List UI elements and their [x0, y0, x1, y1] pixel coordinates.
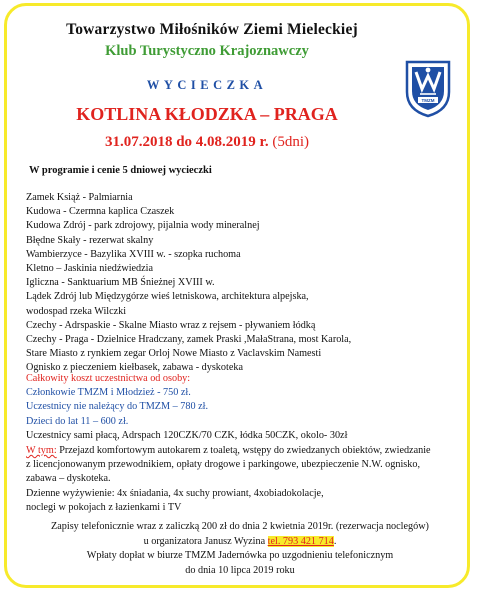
- cost-non-members: Uczestnicy nie należący do TMZM – 780 zł.: [26, 401, 208, 413]
- trip-duration: (5dni): [268, 134, 310, 150]
- list-item: Igliczna - Sanktuarium MB Śnieżnej XVIII w.: [26, 277, 215, 289]
- trip-dates-range: 31.07.2018 do 4.08.2019 r.: [104, 134, 269, 150]
- includes-section: [26, 444, 431, 515]
- footer-line: Wpłaty dopłat w biurze TMZM Jadernówka po uzgodnieniu telefonicznym: [86, 550, 394, 562]
- footer-line: Zapisy telefonicznie wraz z zaliczką 200 zł do dnia 2 kwietnia 2019r. (rezerwacja noclegów): [51, 521, 429, 532]
- org-title: Towarzystwo Miłośników Ziemi Mieleckiej: [66, 21, 358, 38]
- cost-own-payment: Uczestnicy sami płacą, Adrspach 120CZK/70 CZK, łódka 50CZK, okolo- 30zł: [26, 429, 348, 441]
- cost-section: [26, 372, 347, 443]
- list-item: Czechy - Praga - Dzielnice Hradczany, zamek Praski ,MałaStrana, most Karola,: [26, 333, 352, 345]
- trip-label: WYCIECZKA: [146, 78, 268, 92]
- cost-heading: Całkowity koszt uczestnictwa od osoby:: [26, 373, 191, 384]
- list-item: Kudowa - Czermna kaplica Czaszek: [26, 206, 175, 218]
- includes-label: W tym:: [26, 445, 57, 456]
- destination-title: KOTLINA KŁODZKA – PRAGA: [76, 104, 338, 124]
- list-item: Czechy - Adrspaskie - Skalne Miasto wraz z rejsem - pływaniem łódką: [26, 319, 316, 331]
- list-item: Kletno – Jaskinia niedźwiedzia: [26, 262, 154, 274]
- trip-dates: [7, 134, 407, 151]
- tmzm-emblem-icon: [403, 58, 453, 118]
- list-item: Kudowa Zdrój - park zdrojowy, pijalnia wody mineralnej: [26, 220, 260, 232]
- club-title: Klub Turystyczno Krajoznawczy: [105, 43, 309, 59]
- includes-line: noclegi w pokojach z łazienkami i TV: [26, 501, 182, 513]
- list-item: Stare Miasto z rynkiem zegar Orloj Nowe Miasto z Vaclavskim Namesti: [26, 348, 322, 360]
- cost-members: Członkowie TMZM i Młodzież - 750 zł.: [26, 387, 191, 399]
- footer-line: do dnia 10 lipca 2019 roku: [185, 564, 295, 576]
- list-item: Błędne Skały - rezerwat skalny: [26, 234, 154, 246]
- phone-link[interactable]: tel. 793 421 714: [267, 535, 334, 547]
- footer-dot: .: [333, 535, 337, 547]
- cost-children: Dzieci do lat 11 – 600 zł.: [26, 415, 129, 427]
- list-item: wodospad rzeka Wilczki: [26, 305, 127, 317]
- list-item: Ognisko z pieczeniem kiełbasek, zabawa - dyskoteka: [26, 362, 243, 374]
- includes-line: zabawa – dyskoteka.: [26, 473, 111, 485]
- includes-line: z licencjonowanym przewodnikiem, opłaty drogowe i parkingowe, ubezpieczenie N.W. ognisko,: [26, 459, 420, 471]
- footer-organizer: u organizatora Janusz Wyzina: [143, 535, 268, 547]
- signup-footer: [7, 520, 473, 578]
- program-heading: W programie i cenie 5 dniowej wycieczki: [29, 165, 212, 176]
- list-item: Zamek Książ - Palmiarnia: [26, 192, 133, 203]
- includes-line: Dzienne wyżywienie: 4x śniadania, 4x suchy prowiant, 4xobiadokolacje,: [26, 487, 324, 499]
- list-item: Lądek Zdrój lub Międzygórze wieś letniskowa, architektura alpejska,: [26, 291, 309, 303]
- includes-line: Przejazd komfortowym autokarem z toaletą, wstępy do zwiedzanych obiektów, zwiedzanie: [56, 445, 431, 456]
- list-item: Wambierzyce - Bazylika XVIII w. - szopka ruchoma: [26, 248, 241, 260]
- page-frame: [4, 3, 470, 588]
- logo-text: TMZM: [421, 98, 435, 103]
- program-list: [26, 191, 351, 375]
